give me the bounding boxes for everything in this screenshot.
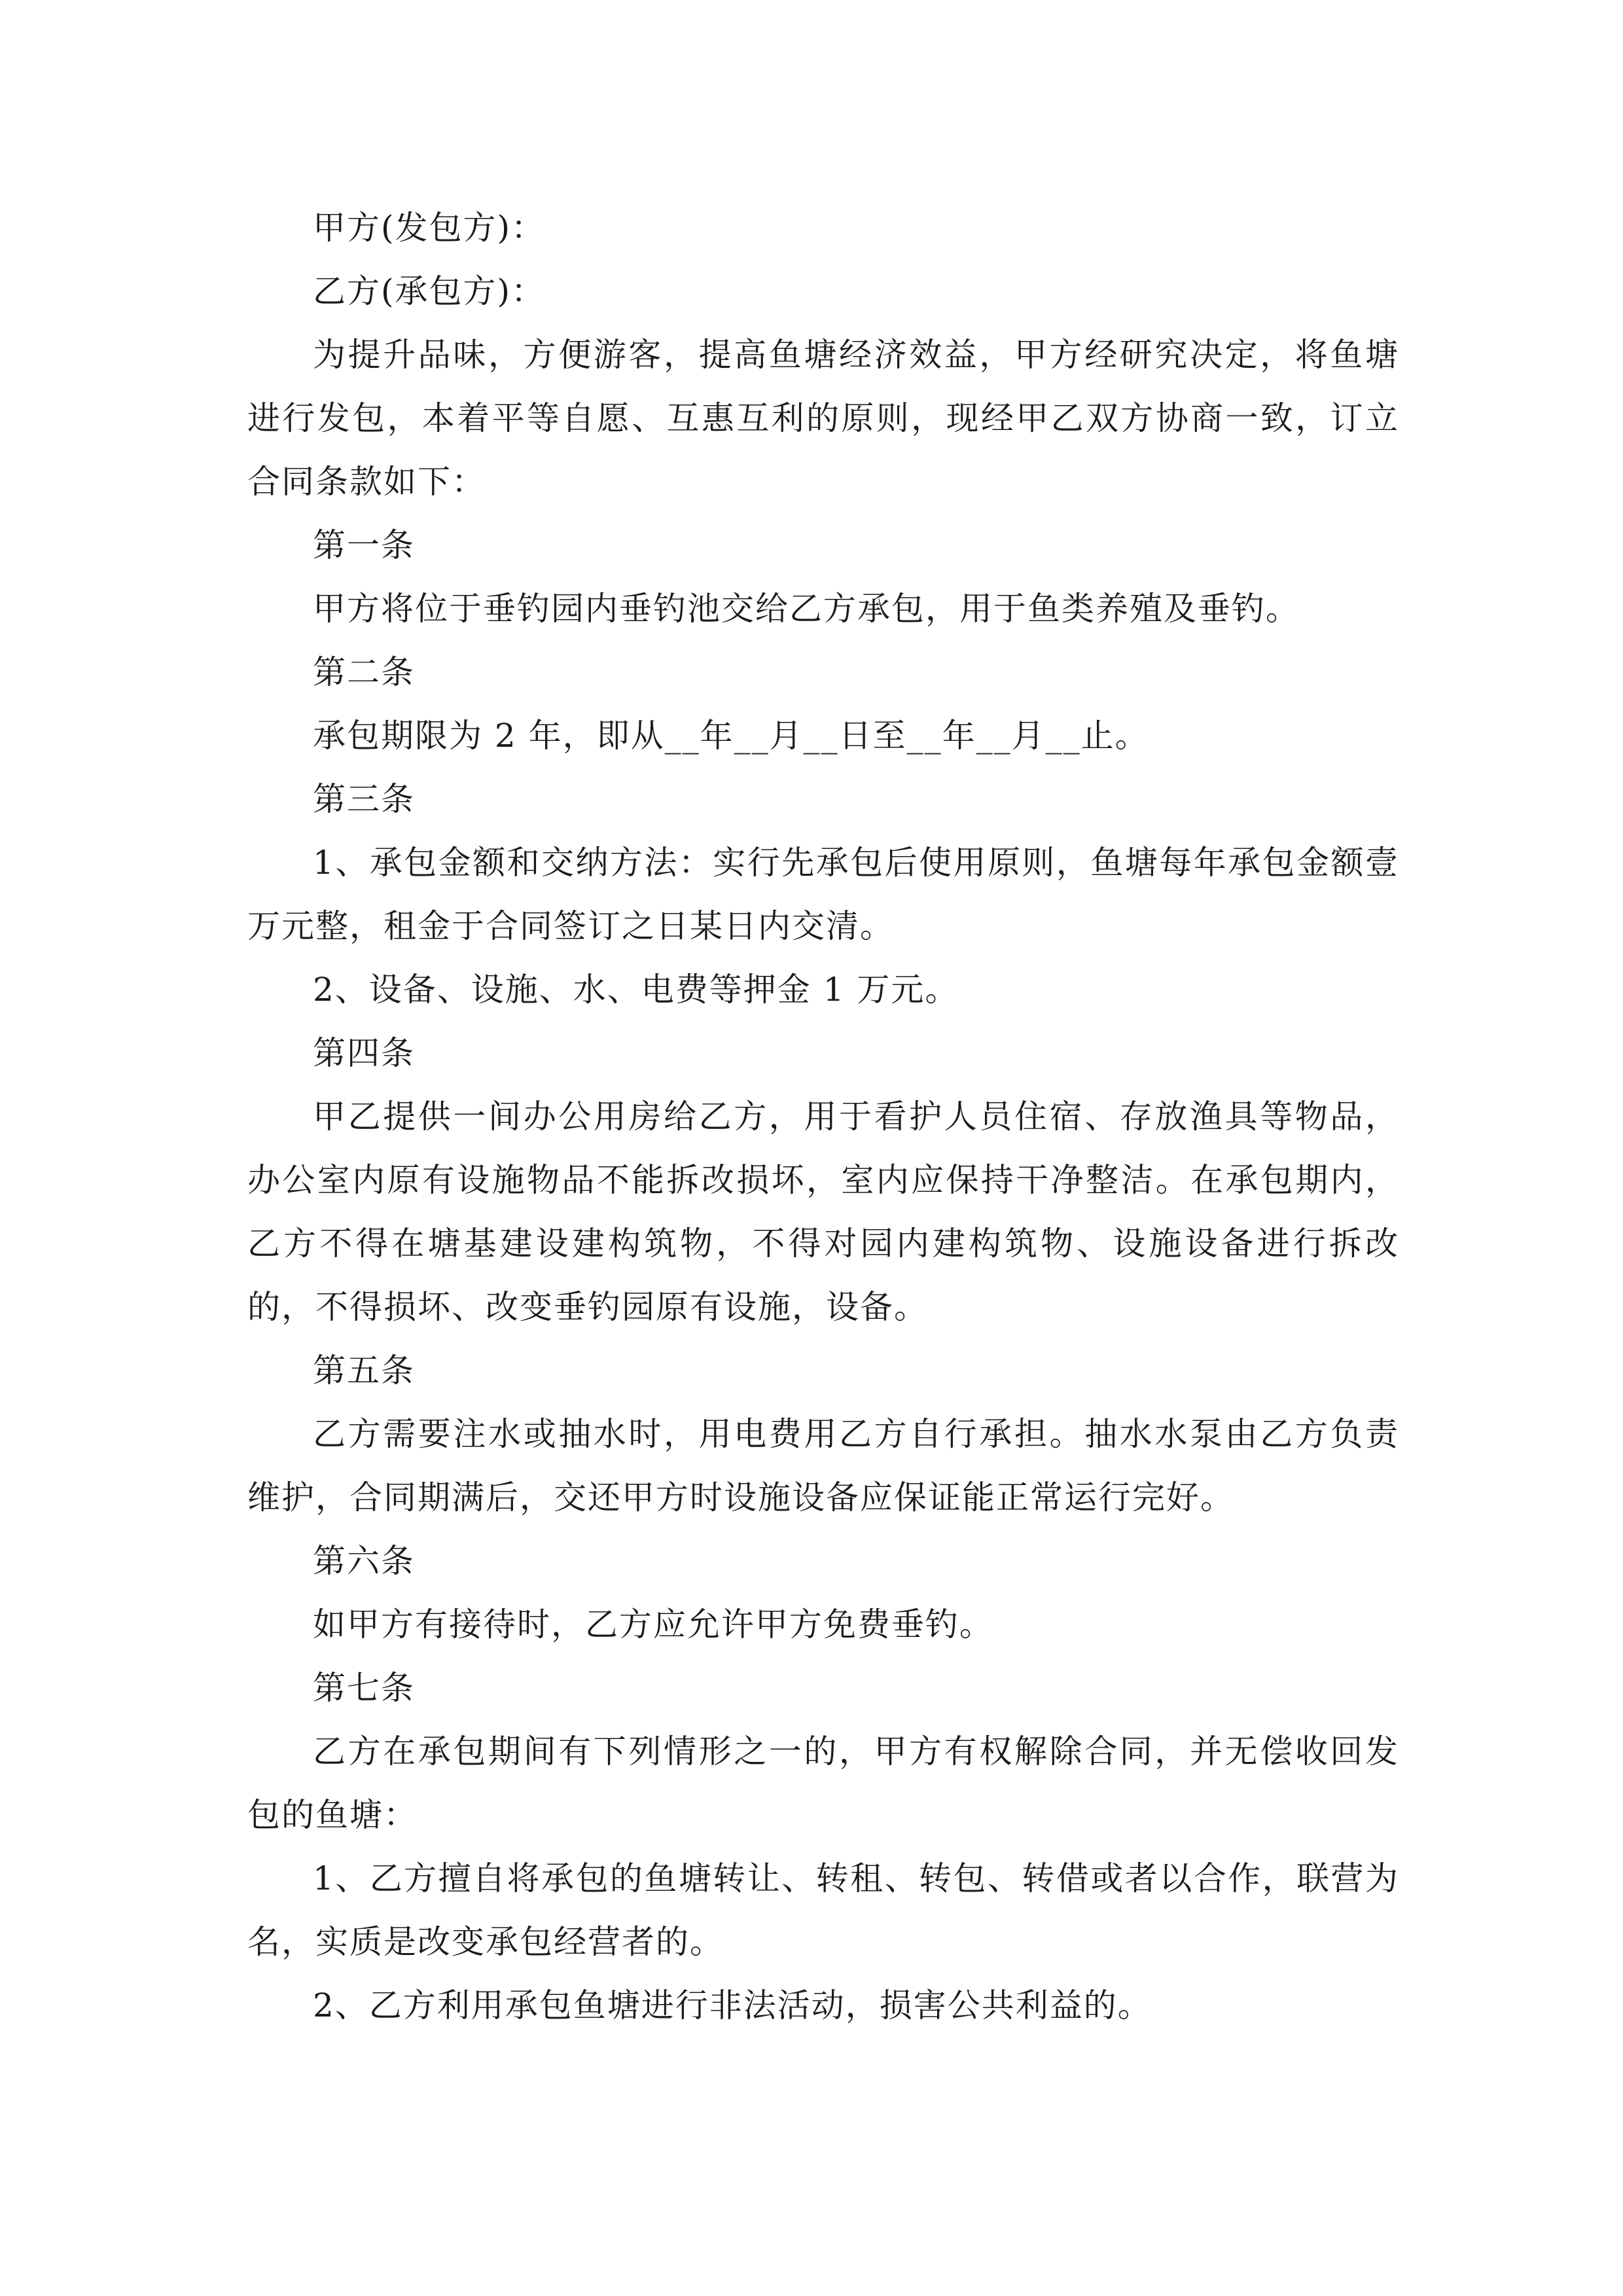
article-4-heading: 第四条 (313, 1034, 415, 1072)
article-7-text: 乙方在承包期间有下列情形之一的，甲方有权解除合同，并无偿收回发包的鱼塘： (247, 1732, 1399, 1834)
article-5-text: 乙方需要注水或抽水时，用电费用乙方自行承担。抽水水泵由乙方负责维护，合同期满后，交还甲方时设施设备应保证能正常运行完好。 (247, 1415, 1399, 1516)
article-2-heading: 第二条 (313, 653, 415, 691)
article-1-text: 甲方将位于垂钓园内垂钓池交给乙方承包，用于鱼类养殖及垂钓。 (313, 590, 1300, 628)
article-2-text: 承包期限为 2 年，即从__年__月__日至__年__月__止。 (313, 717, 1149, 755)
party-a-line: 甲方(发包方)： (313, 209, 546, 247)
preamble-paragraph: 为提升品味，方便游客，提高鱼塘经济效益，甲方经研究决定，将鱼塘进行发包，本着平等自愿、互惠互利的原则，现经甲乙双方协商一致，订立合同条款如下： (247, 336, 1399, 501)
article-3-item-2: 2、设备、设施、水、电费等押金 1 万元。 (313, 971, 959, 1009)
article-6-heading: 第六条 (313, 1542, 415, 1580)
article-7-heading: 第七条 (313, 1669, 415, 1707)
article-7-item-2: 2、乙方利用承包鱼塘进行非法活动，损害公共利益的。 (313, 1986, 1152, 2024)
article-4-text: 甲乙提供一间办公用房给乙方，用于看护人员住宿、存放渔具等物品，办公室内原有设施物品不能拆改损坏，室内应保持干净整洁。在承包期内，乙方不得在塘基建设建构筑物，不得对园内建构筑物、设施设备进行拆改的，不得损坏、改变垂钓园原有设施，设备。 (247, 1098, 1399, 1326)
article-3-item-1: 1、承包金额和交纳方法：实行先承包后使用原则，鱼塘每年承包金额壹万元整，租金于合同签订之日某日内交清。 (247, 844, 1399, 945)
party-b-line: 乙方(承包方)： (313, 272, 546, 310)
article-1-heading: 第一条 (313, 526, 415, 564)
article-6-text: 如甲方有接待时，乙方应允许甲方免费垂钓。 (313, 1605, 993, 1643)
article-7-item-1: 1、乙方擅自将承包的鱼塘转让、转租、转包、转借或者以合作，联营为名，实质是改变承包经营者的。 (247, 1859, 1399, 1961)
contract-document (247, 196, 1399, 2037)
article-3-heading: 第三条 (313, 780, 415, 818)
article-5-heading: 第五条 (313, 1352, 415, 1390)
